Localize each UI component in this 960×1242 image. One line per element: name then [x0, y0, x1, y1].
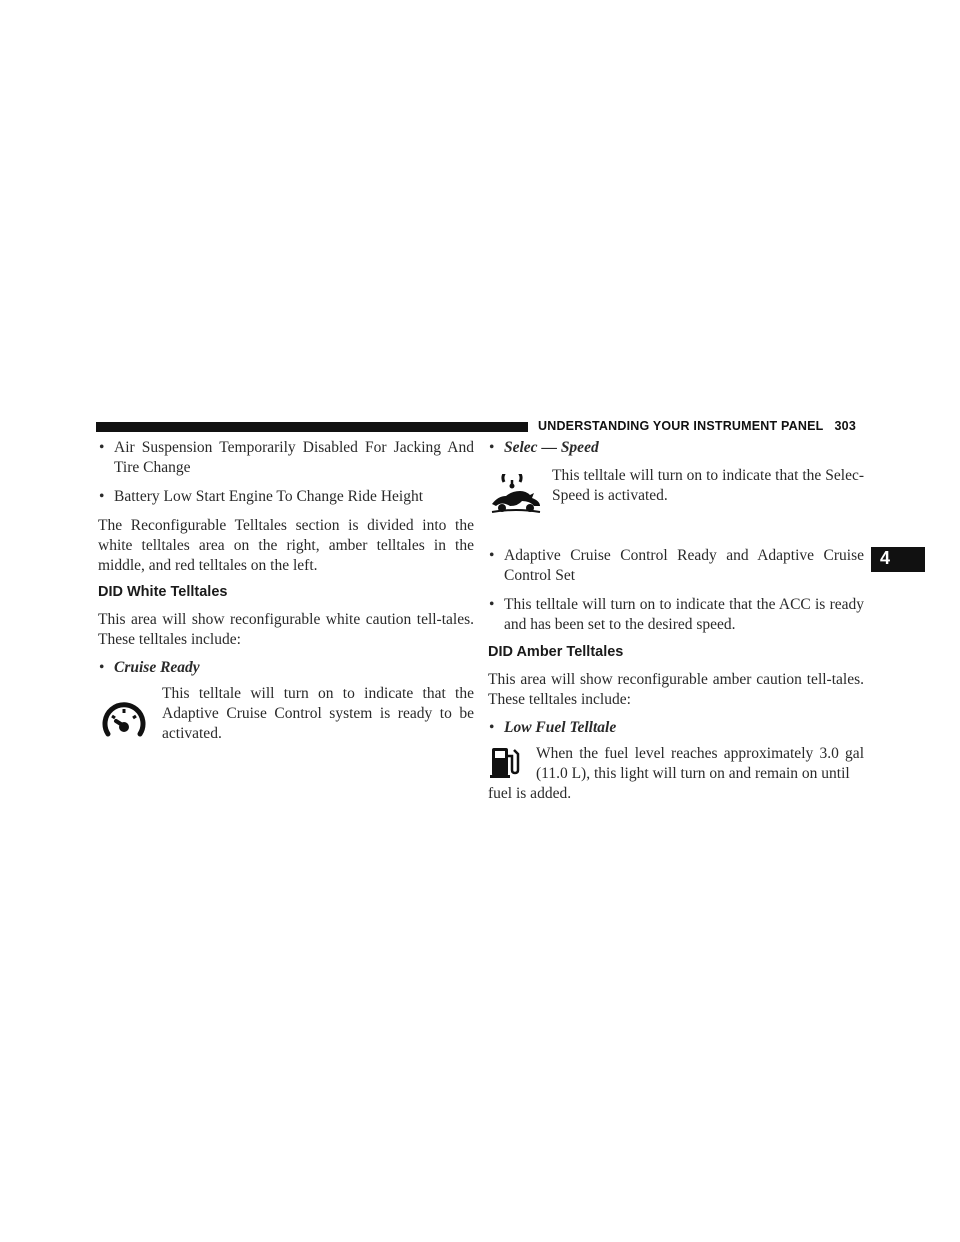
white-telltales-heading: DID White Telltales	[98, 584, 228, 600]
bullet-mark: •	[99, 439, 105, 456]
list-item-text: Battery Low Start Engine To Change Ride Height	[114, 488, 424, 505]
chapter-number: 4	[880, 548, 891, 568]
list-item	[98, 487, 474, 507]
amber-telltales-heading: DID Amber Telltales	[488, 644, 624, 660]
selec-speed-label: Selec — Speed	[504, 439, 599, 456]
amber-telltales-intro: This area will show reconfigurable amber caution tell-tales. These telltales include:	[488, 671, 864, 708]
list-item-text: This telltale will turn on to indicate that the ACC is ready and has been set to the desired speed.	[504, 596, 864, 633]
bullet-mark: •	[99, 659, 105, 676]
intro-paragraph: The Reconfigurable Telltales section is divided into the white telltales area on the right, amber telltales in the middle, and red telltales on the left.	[98, 517, 474, 574]
white-telltales-intro: This area will show reconfigurable white caution tell-tales. These telltales include:	[98, 611, 474, 648]
bullet-mark: •	[489, 596, 495, 613]
selec-speed-block	[488, 466, 864, 536]
cruise-ready-block	[98, 684, 474, 744]
list-item-text: Adaptive Cruise Control Ready and Adaptive Cruise Control Set	[504, 547, 864, 584]
speedometer-icon	[102, 700, 146, 745]
running-header	[538, 419, 856, 433]
page-number: 303	[834, 419, 856, 433]
fuel-pump-icon	[490, 744, 520, 785]
section-title: UNDERSTANDING YOUR INSTRUMENT PANEL	[538, 419, 824, 433]
cruise-ready-description: This telltale will turn on to indicate that the Adaptive Cruise Control system is ready to be activated.	[162, 685, 474, 742]
bullet-mark: •	[99, 488, 105, 505]
list-item	[488, 718, 864, 738]
selec-speed-icon	[490, 474, 542, 519]
bullet-mark: •	[489, 719, 495, 736]
selec-speed-description: This telltale will turn on to indicate that the Selec-Speed is activated.	[552, 467, 864, 504]
low-fuel-description: When the fuel level reaches approximately 3.0 gal (11.0 L), this light will turn on and remain on until	[536, 745, 864, 782]
list-item-text: Air Suspension Temporarily Disabled For Jacking And Tire Change	[114, 439, 474, 476]
list-item	[98, 658, 474, 678]
list-item	[488, 546, 864, 586]
list-item	[488, 438, 864, 458]
header-rule	[96, 422, 528, 432]
bullet-mark: •	[489, 547, 495, 564]
low-fuel-block	[488, 744, 864, 804]
right-column	[488, 438, 864, 804]
list-item	[98, 438, 474, 478]
left-column	[98, 438, 474, 754]
low-fuel-label: Low Fuel Telltale	[504, 719, 617, 736]
cruise-ready-label: Cruise Ready	[114, 659, 200, 676]
bullet-mark: •	[489, 439, 495, 456]
list-item	[488, 595, 864, 635]
low-fuel-description-continued: fuel is added.	[488, 785, 572, 802]
